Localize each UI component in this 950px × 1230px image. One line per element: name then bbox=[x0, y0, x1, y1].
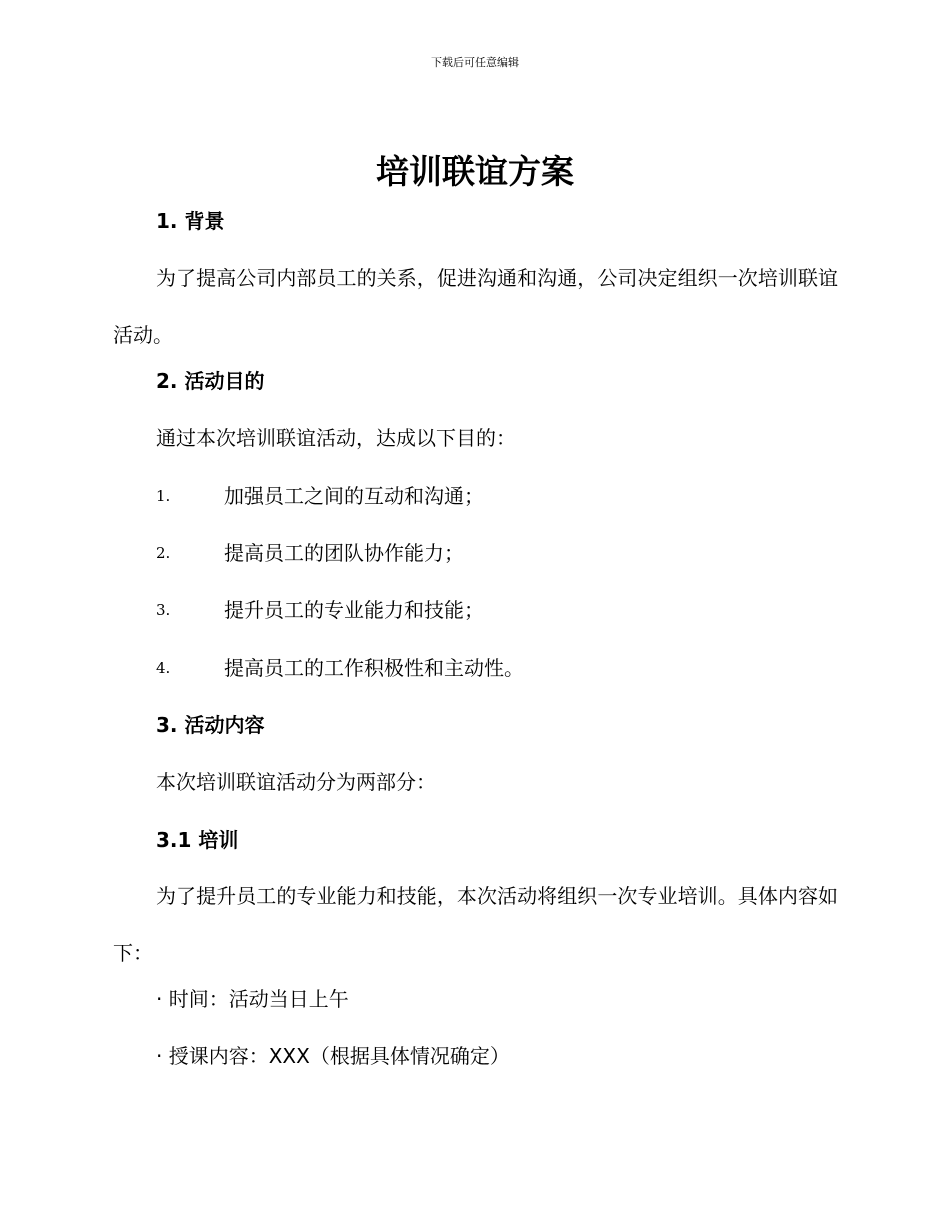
list-number: 1. bbox=[156, 487, 171, 505]
list-text: 提升员工的专业能力和技能； bbox=[224, 598, 484, 622]
content-intro: 本次培训联谊活动分为两部分： bbox=[156, 770, 436, 794]
training-bullet-time: · 时间：活动当日上午 bbox=[156, 987, 349, 1011]
list-text: 加强员工之间的互动和沟通； bbox=[224, 484, 484, 508]
list-number: 4. bbox=[156, 659, 171, 677]
section-heading-content: 3. 活动内容 bbox=[156, 713, 265, 737]
training-paragraph: 为了提升员工的专业能力和技能，本次活动将组织一次专业培训。具体内容如下： bbox=[113, 884, 838, 965]
section-heading-background: 1. 背景 bbox=[156, 209, 225, 233]
list-number: 3. bbox=[156, 601, 171, 619]
purpose-intro: 通过本次培训联谊活动，达成以下目的： bbox=[156, 426, 516, 450]
list-text: 提高员工的团队协作能力； bbox=[224, 541, 464, 565]
list-text: 提高员工的工作积极性和主动性。 bbox=[224, 656, 524, 680]
subsection-heading-training: 3.1 培训 bbox=[156, 828, 239, 852]
section-heading-purpose: 2. 活动目的 bbox=[156, 369, 265, 393]
document-title: 培训联谊方案 bbox=[376, 152, 574, 191]
header-note: 下载后可任意编辑 bbox=[431, 56, 519, 69]
list-number: 2. bbox=[156, 544, 171, 562]
background-paragraph: 为了提高公司内部员工的关系，促进沟通和沟通，公司决定组织一次培训联谊活动。 bbox=[113, 266, 838, 347]
training-bullet-content: · 授课内容：XXX（根据具体情况确定） bbox=[156, 1044, 510, 1068]
